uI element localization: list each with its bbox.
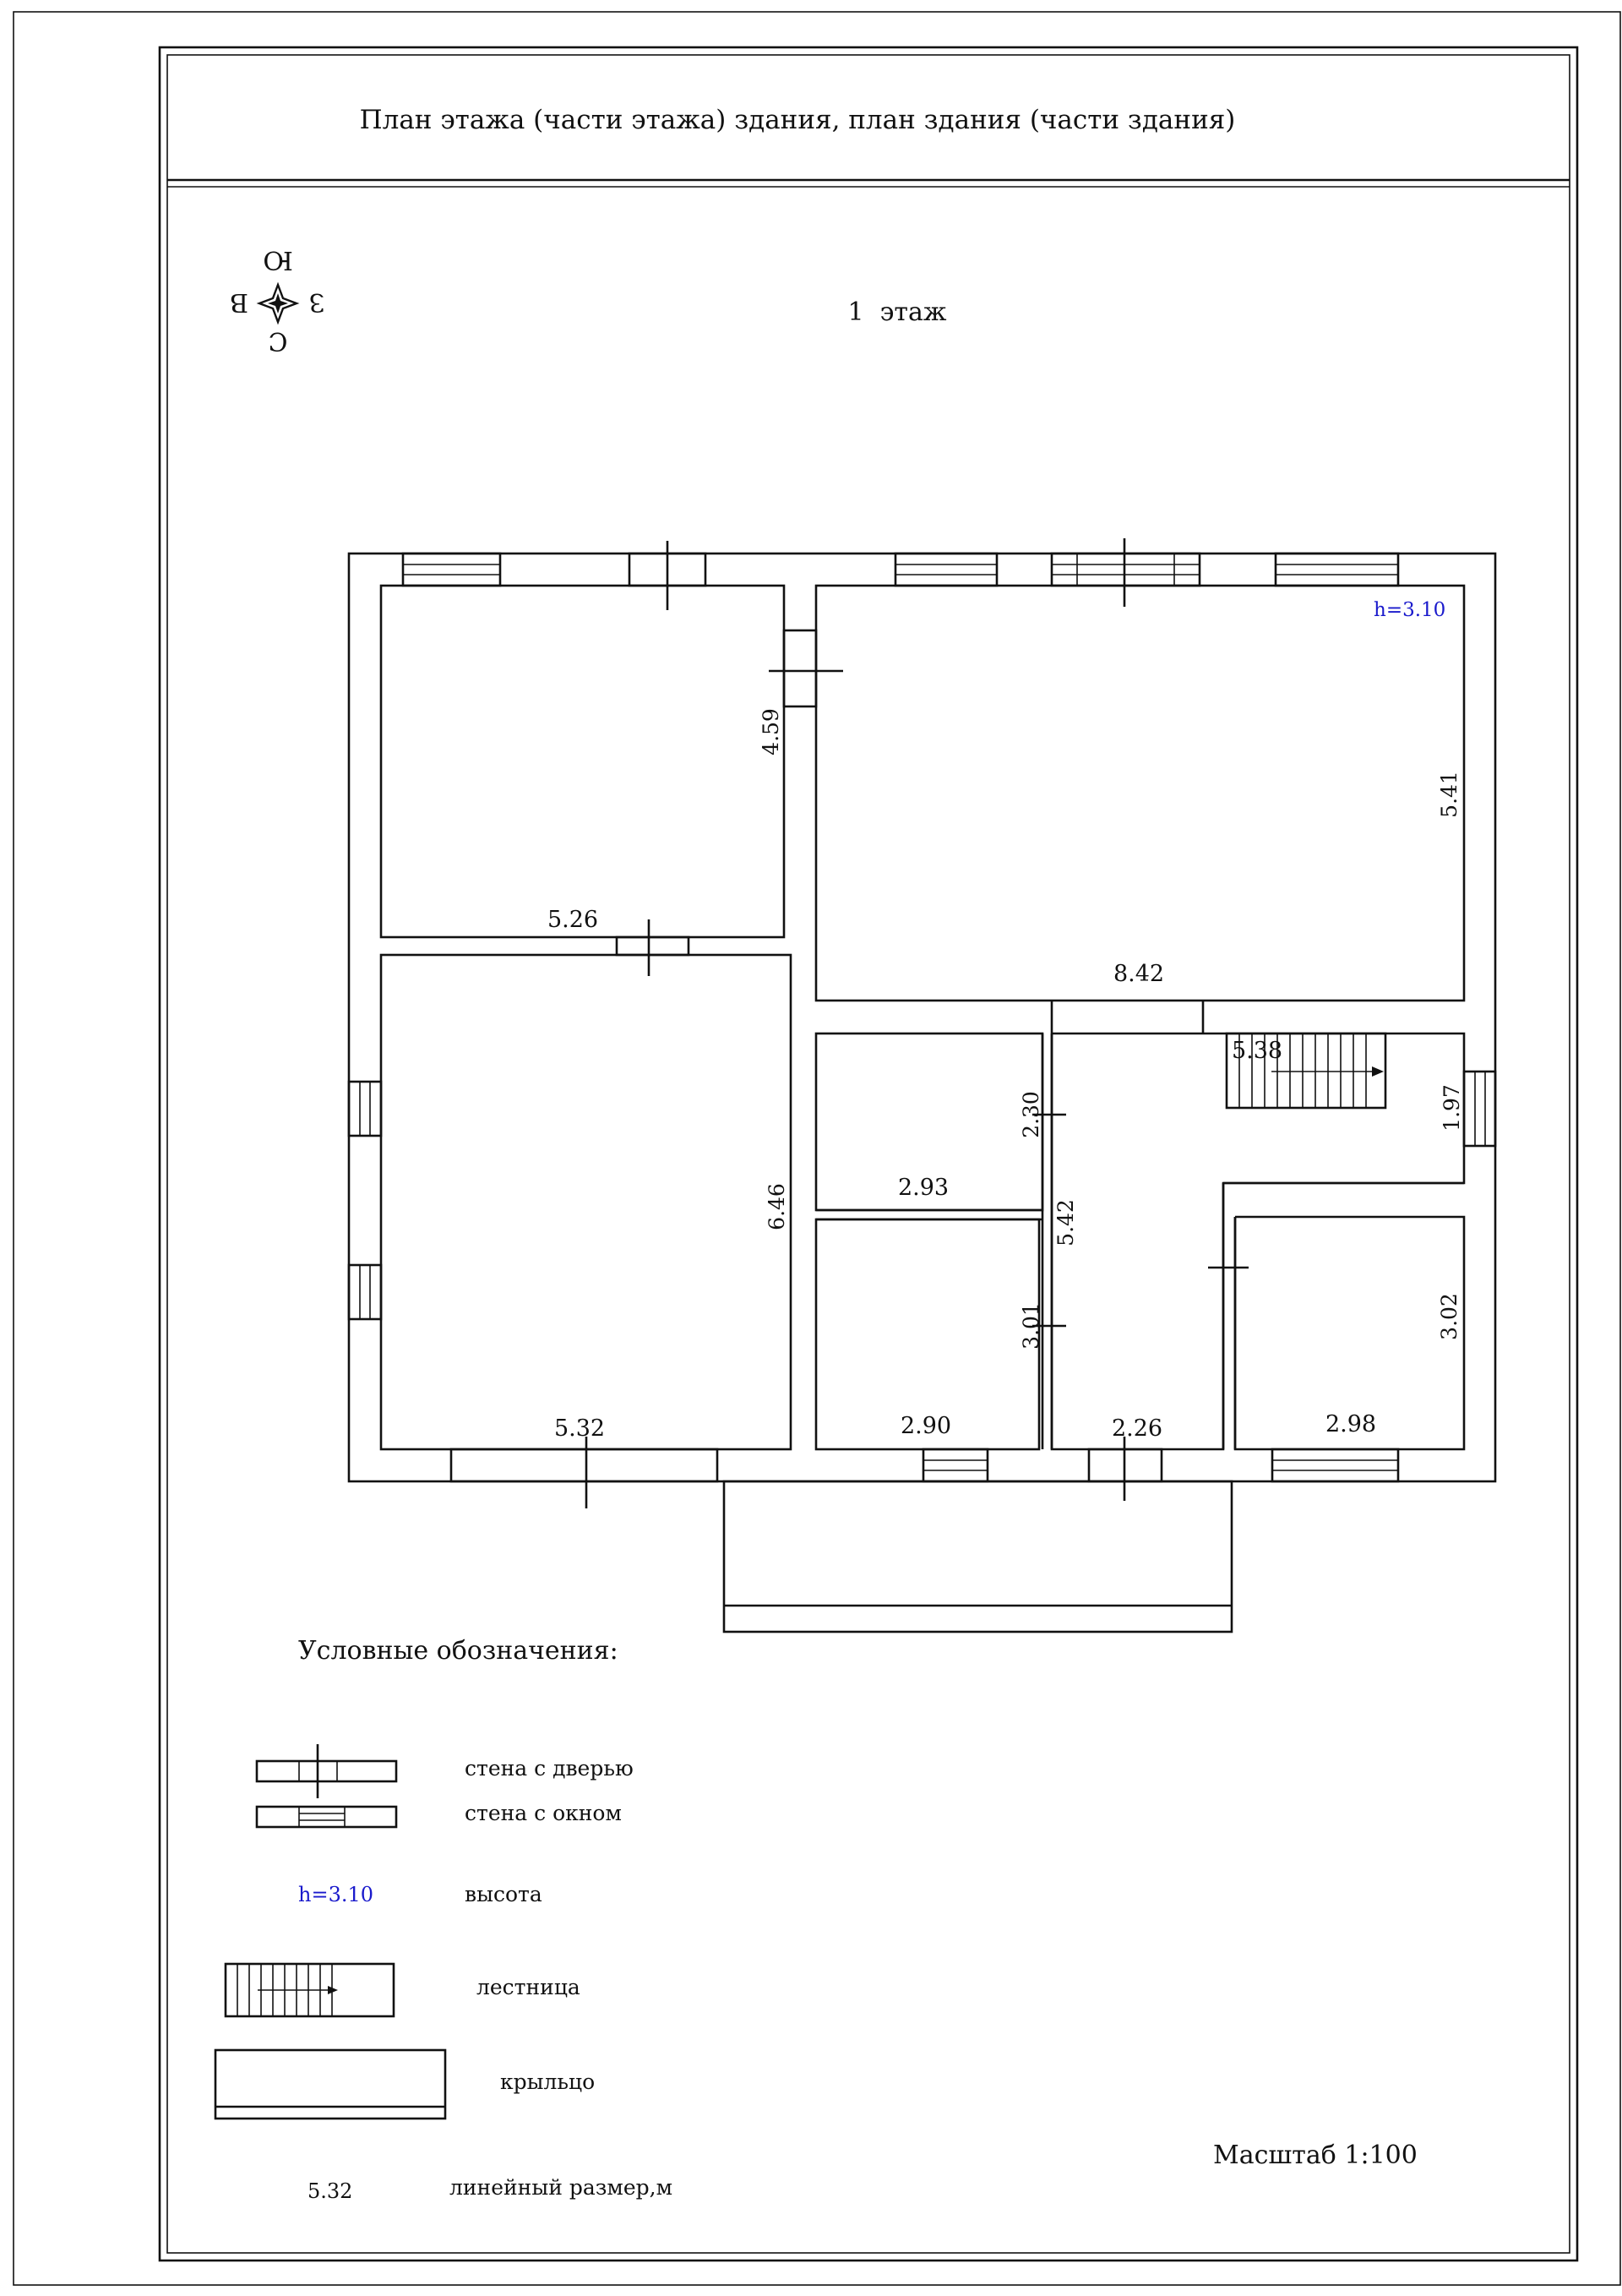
dim-298: 2.98 <box>1325 1411 1377 1437</box>
dim-290: 2.90 <box>900 1413 952 1439</box>
legend-window-symbol <box>257 1807 396 1827</box>
window-bottom-2 <box>1272 1449 1398 1481</box>
legend-dim-label: линейный размер,м <box>449 2175 673 2200</box>
floor-label: 1 этаж <box>847 297 947 327</box>
room-nw <box>381 586 784 937</box>
door-nw-ne <box>769 630 843 706</box>
legend-porch-symbol <box>215 2050 445 2119</box>
legend-height-label: высота <box>465 1882 542 1906</box>
compass-north: С <box>268 326 288 356</box>
window-top-2 <box>895 554 997 586</box>
compass-east: В <box>229 287 249 317</box>
door-nw-w <box>617 919 689 976</box>
hall <box>1052 1033 1464 1449</box>
dim-226: 2.26 <box>1111 1415 1163 1442</box>
scale-label: Масштаб 1:100 <box>1213 2141 1418 2170</box>
inner-frame-inner <box>167 55 1570 2253</box>
dim-646: 6.46 <box>765 1183 789 1230</box>
door-bottom-2 <box>1089 1437 1162 1501</box>
legend <box>215 1636 672 2203</box>
window-left-1 <box>349 1082 381 1136</box>
legend-stairs-symbol <box>226 1964 394 2016</box>
window-top-4 <box>1052 554 1200 586</box>
window-left-2 <box>349 1265 381 1319</box>
legend-window-label: стена с окном <box>465 1801 622 1825</box>
sheet-title: План этажа (части этажа) здания, план здания (части здания) <box>359 105 1236 135</box>
compass-south: Ю <box>263 245 293 275</box>
window-top-3 <box>1276 554 1398 586</box>
height-mark: h=3.10 <box>1374 599 1446 621</box>
legend-door-label: стена с дверью <box>465 1756 634 1781</box>
dim-526: 5.26 <box>547 907 599 933</box>
dim-230: 2.30 <box>1019 1091 1043 1138</box>
building-plan <box>349 538 1495 1632</box>
dim-301: 3.01 <box>1019 1302 1043 1350</box>
compass-icon <box>230 245 324 356</box>
door-bottom-1 <box>451 1437 717 1508</box>
legend-dim-sample: 5.32 <box>308 2179 353 2203</box>
legend-door-symbol <box>257 1744 396 1798</box>
window-top-1 <box>403 554 500 586</box>
dim-293: 2.93 <box>897 1175 950 1201</box>
room-w <box>381 955 791 1449</box>
room-ne <box>816 586 1464 1001</box>
dim-538: 5.38 <box>1231 1038 1283 1064</box>
dim-197: 1.97 <box>1440 1084 1464 1132</box>
dim-532: 5.32 <box>553 1415 606 1442</box>
compass-west: З <box>308 287 325 317</box>
inner-frame-outer <box>160 47 1577 2261</box>
outer-wall <box>349 554 1495 1481</box>
legend-title: Условные обозначения: <box>298 1636 618 1666</box>
window-right-1 <box>1464 1072 1495 1146</box>
door-top-1 <box>629 541 705 610</box>
legend-height-sample: h=3.10 <box>298 1883 374 1906</box>
porch <box>724 1481 1232 1632</box>
legend-stairs-label: лестница <box>476 1975 580 1999</box>
dim-542: 5.42 <box>1053 1199 1078 1246</box>
legend-porch-label: крыльцо <box>500 2070 596 2094</box>
dim-842: 8.42 <box>1113 961 1165 987</box>
dim-302: 3.02 <box>1437 1293 1461 1340</box>
dim-459: 4.59 <box>759 708 783 755</box>
dim-541: 5.41 <box>1437 771 1461 818</box>
window-bottom-1 <box>923 1449 988 1481</box>
